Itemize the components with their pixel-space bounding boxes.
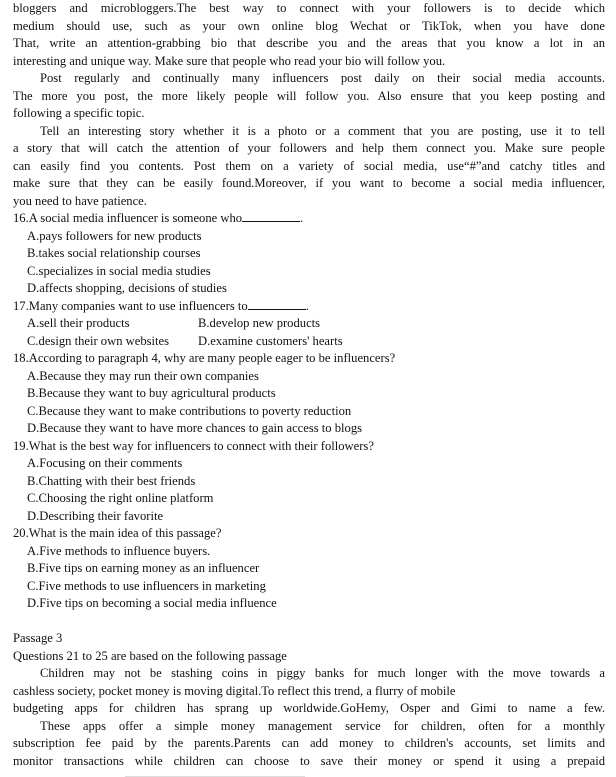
- question-end: .: [305, 298, 309, 313]
- passage-line: cashless society, pocket money is moving digital.To reflect this trend, a flurry of mobile: [13, 683, 456, 698]
- passage-line: monitor transactions while children can choose to save their money or spend it using a prepaid: [13, 753, 605, 768]
- passage-line: a story that will catch the attention of your followers and help them connect you. Make sure people: [13, 141, 605, 155]
- question-18-stem: 18.According to paragraph 4, why are many people eager to be influencers?: [13, 351, 396, 365]
- option-a: A.sell their products: [27, 316, 130, 330]
- passage-line: That, write an attention-grabbing bio that describe you and the areas that you know a lot in an: [13, 36, 605, 50]
- passage-line: Tell an interesting story whether it is a photo or a comment that you are posting, use it to tell: [40, 123, 605, 138]
- option-b: B.Chatting with their best friends: [27, 473, 196, 488]
- passage-line: budgeting apps for children has sprang up worldwide.GoHemy, Osper and Gimi to name a few.: [13, 701, 605, 715]
- passage-line: Post regularly and continually many influencers post daily on their social media accounts.: [40, 71, 605, 85]
- passage-line: Children may not be stashing coins in piggy banks for much longer with the move towards a: [40, 666, 605, 680]
- option-c: C.design their own websites: [27, 333, 170, 348]
- option-d: D.Describing their favorite: [27, 508, 164, 523]
- option-b: B.takes social relationship courses: [27, 246, 201, 260]
- option-b: B.Five tips on earning money as an influencer: [27, 561, 260, 575]
- question-19-stem: 19.What is the best way for influencers to connect with their followers?: [13, 438, 374, 453]
- question-17-stem: [13, 298, 605, 315]
- option-a: A.Because they may run their own companies: [27, 368, 259, 383]
- question-end: .: [300, 211, 304, 225]
- passage-line: interesting and unique way. Make sure that people who read your bio will follow you.: [13, 53, 446, 68]
- option-d: D.examine customers' hearts: [198, 333, 343, 348]
- passage-line: following a specific topic.: [13, 106, 145, 120]
- passage-line: medium should use, such as your own online blog Wechat or TikTok, when you have done: [13, 18, 605, 33]
- passage-line: These apps offer a simple money management service for children, often for a monthly: [40, 718, 605, 733]
- passage-heading: Passage 3: [13, 631, 63, 645]
- passage-line: bloggers and microbloggers.The best way to connect with your followers is to decide which: [13, 1, 605, 15]
- option-a: A.Five methods to influence buyers.: [27, 543, 211, 558]
- passage-line: you need to have patience.: [13, 193, 147, 208]
- option-d: D.affects shopping, decisions of studies: [27, 281, 227, 295]
- option-b: B.Because they want to buy agricultural products: [27, 386, 276, 400]
- question-16-stem: [13, 210, 605, 227]
- passage-line: subscription fee paid by the parents.Parents can add money to children's accounts, set limits and: [13, 736, 605, 750]
- answer-blank: [242, 210, 300, 222]
- passage-line: The more you post, the more likely people will follow you. Also ensure that you keep posting and: [13, 88, 605, 103]
- question-text: 17.Many companies want to use influencers to: [13, 298, 248, 313]
- option-b: B.develop new products: [198, 316, 321, 330]
- answer-blank: [248, 298, 306, 310]
- question-20-stem: 20.What is the main idea of this passage?: [13, 526, 222, 540]
- option-d: D.Five tips on becoming a social media influence: [27, 596, 277, 610]
- option-c: C.Because they want to make contributions to poverty reduction: [27, 403, 352, 418]
- passage-line: make sure that they can be easily found.Moreover, if you want to become a social media influencer,: [13, 176, 605, 190]
- passage-line: can easily find you contents. Post them on a variety of social media, use“#”and catchy titles and: [13, 158, 605, 173]
- option-c: C.Five methods to use influencers in marketing: [27, 578, 266, 593]
- option-a: A.Focusing on their comments: [27, 456, 183, 470]
- question-text: 16.A social media influencer is someone who: [13, 211, 243, 225]
- option-a: A.pays followers for new products: [27, 228, 202, 243]
- option-d: D.Because they want to have more chances to gain access to blogs: [27, 421, 363, 435]
- passage-subheading: Questions 21 to 25 are based on the following passage: [13, 648, 287, 663]
- option-c: C.Choosing the right online platform: [27, 491, 214, 505]
- option-c: C.specializes in social media studies: [27, 263, 211, 278]
